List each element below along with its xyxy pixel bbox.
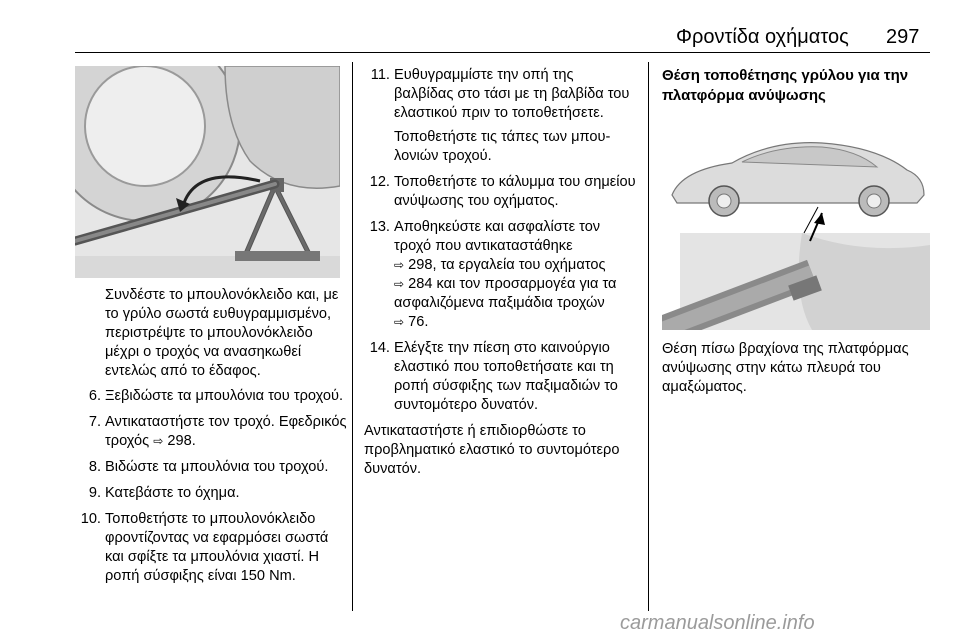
watermark-text: carmanualsonline.info bbox=[620, 612, 815, 634]
left-column bbox=[75, 286, 347, 593]
intro-paragraph: Συνδέστε το μπουλονόκλειδο και, με το γρύλο σωστά ευθυγραμμισμένο, περιστρέψτε το μπουλονόκλειδο μέχρι ο τροχός να ανασηκωθεί εντελώς από το έδαφος. bbox=[105, 287, 339, 379]
step-7 bbox=[75, 413, 347, 451]
step-text: Βιδώστε τα μπουλόνια του τροχού. bbox=[105, 459, 329, 475]
reference-arrow-icon: ⇨ bbox=[394, 315, 405, 329]
step-number: 6. bbox=[88, 388, 101, 404]
step-subtext: Τοποθετήστε τις τάπες των μπουλονιών τροχού. bbox=[394, 129, 611, 164]
page-reference-link[interactable]: 76. bbox=[408, 314, 429, 330]
reference-arrow-icon: ⇨ bbox=[394, 277, 405, 291]
middle-column bbox=[364, 66, 636, 485]
step-10 bbox=[75, 510, 347, 586]
step-number: 7. bbox=[88, 414, 101, 430]
page-header-title: Φροντίδα οχήματος bbox=[676, 26, 849, 48]
step-12 bbox=[364, 173, 636, 211]
step-text: Ελέγξτε την πίεση στο καινούργιο ελαστικό που τοποθετήσατε και τη ροπή σύσφιξης των παξιμαδιών το συντομότερο δυνατόν. bbox=[394, 340, 618, 413]
step-number: 11. bbox=[370, 67, 390, 83]
step-text: Αντικαταστήστε τον τροχό. Εφεδρικός τροχός bbox=[105, 414, 347, 449]
step-number: 12. bbox=[369, 174, 390, 190]
step-text: Τοποθετήστε το μπουλονόκλειδο φροντίζοντας να εφαρμόσει σωστά και σφίξτε τα μπουλόνια χιαστί. Η ροπή σύσφιξης είναι 150 Nm. bbox=[105, 511, 329, 584]
page-reference-link[interactable]: 284 και τον προσαρμογέα για τα ασφαλιζόμενα παξιμάδια τροχών bbox=[394, 276, 617, 311]
column-divider-2 bbox=[648, 62, 649, 611]
step-11 bbox=[364, 66, 636, 166]
page-reference-link[interactable]: 298, τα εργαλεία του οχήματος bbox=[408, 257, 606, 273]
step-13 bbox=[364, 218, 636, 332]
header-rule bbox=[75, 52, 930, 53]
step-number: 9. bbox=[88, 485, 101, 501]
step-text: Ευθυγραμμίστε την οπή της βαλβίδας στο τάσι με τη βαλβίδα του ελαστικού πριν το τοποθετήσετε. bbox=[394, 67, 630, 121]
right-column-caption: Θέση πίσω βραχίονα της πλατφόρμας ανύψωσης στην κάτω πλευρά του αμαξώματος. bbox=[662, 341, 909, 395]
step-text: Τοποθετήστε το κάλυμμα του σημείου ανύψωσης του οχήματος. bbox=[394, 174, 636, 209]
page-reference-link[interactable]: 298. bbox=[167, 433, 196, 449]
reference-arrow-icon: ⇨ bbox=[153, 434, 164, 448]
step-text: Κατεβάστε το όχημα. bbox=[105, 485, 240, 501]
step-number: 13. bbox=[369, 219, 390, 235]
page-number: 297 bbox=[886, 26, 920, 48]
step-text: Ξεβιδώστε τα μπουλόνια του τροχού. bbox=[105, 388, 344, 404]
column-divider-1 bbox=[352, 62, 353, 611]
step-number: 8. bbox=[88, 459, 101, 475]
step-6 bbox=[75, 387, 347, 406]
step-14 bbox=[364, 339, 636, 415]
step-8 bbox=[75, 458, 347, 477]
step-number: 14. bbox=[369, 340, 390, 356]
closing-paragraph: Αντικαταστήστε ή επιδιορθώστε το προβληματικό ελαστικό το συντομότερο δυνατόν. bbox=[364, 423, 620, 477]
lift-point-illustration bbox=[662, 115, 930, 330]
jack-illustration bbox=[75, 66, 340, 278]
reference-arrow-icon: ⇨ bbox=[394, 258, 405, 272]
step-number: 10. bbox=[80, 511, 101, 527]
right-column-heading: Θέση τοποθέτησης γρύλου για την πλατφόρμα ανύψωσης bbox=[662, 67, 909, 104]
step-text: Αποθηκεύστε και ασφαλίστε τον τροχό που αντικαταστάθηκε bbox=[394, 219, 601, 254]
step-9 bbox=[75, 484, 347, 503]
